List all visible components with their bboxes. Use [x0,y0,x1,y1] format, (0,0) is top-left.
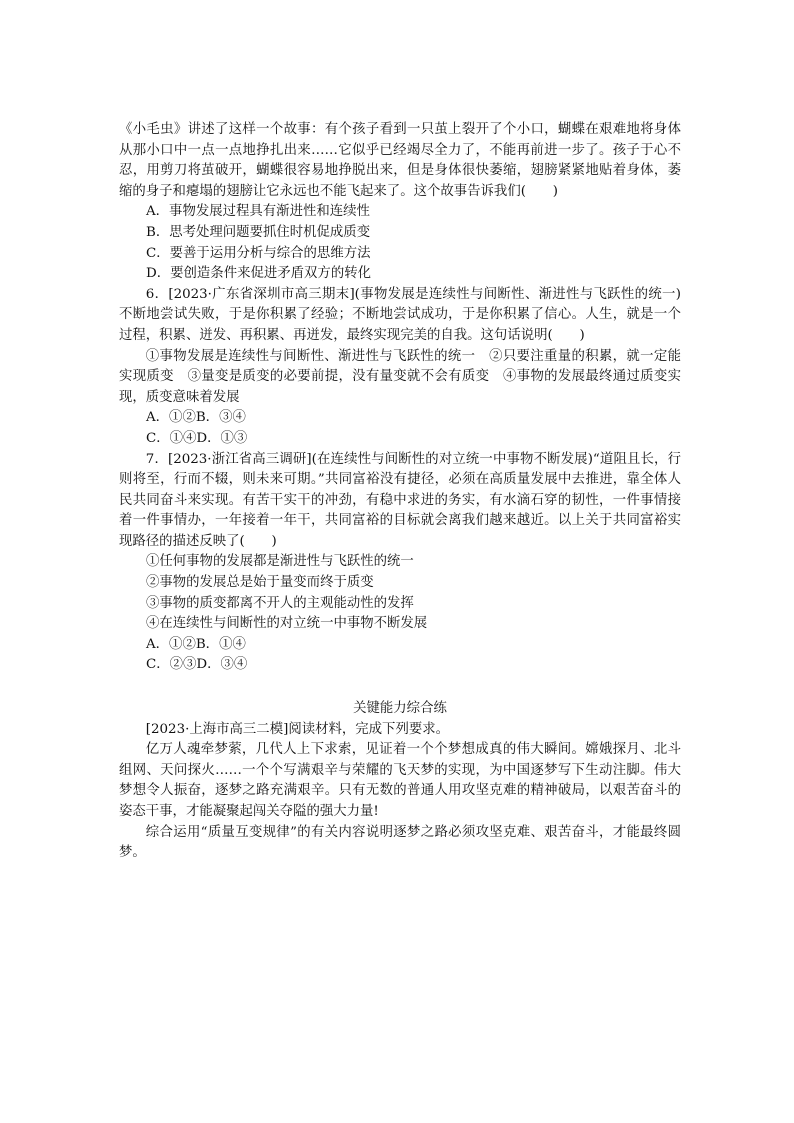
question-6-stem: 6．[2023·广东省深圳市高三期末](事物发展是连续性与间断性、渐进性与飞跃性的统一)不断地尝试失败，于是你积累了经验；不断地尝试成功，于是你积累了信心。人生，就是一个过程，积累、迸发、再积累、再迸发，最终实现完美的自我。这句话说明( ) [119,286,681,343]
section-heading: 关键能力综合练 [353,701,447,717]
question-7-statement-1: ①任何事物的发展都是渐进性与飞跃性的统一 [146,554,414,570]
question-7-statement-3: ③事物的质变都离不开人的主观能动性的发挥 [146,595,414,611]
question-6-options-row-2: C．①④D．①③ [146,430,248,446]
question-7-statement-4: ④在连续性与间断性的对立统一中事物不断发展 [146,616,428,632]
question-7-options-row-2: C．②③D．③④ [146,657,248,673]
section-material: 亿万人魂牵梦萦，几代人上下求索，见证着一个个梦想成真的伟大瞬间。嫦娥探月、北斗组网、天问探火……一个个写满艰辛与荣耀的飞天梦的实现，为中国逐梦写下生动注脚。伟大梦想令人振奋，逐梦之路充满艰辛。只有无数的普通人用攻坚克难的精神破局，以艰苦奋斗的姿态干事，才能凝聚起闯关夺隘的强大力量! [119,742,681,819]
question-5-option-d: D．要创造条件来促进矛盾双方的转化 [146,266,371,282]
question-7-statement-2: ②事物的发展总是始于量变而终于质变 [146,575,374,591]
section-intro: [2023·上海市高三二模]阅读材料，完成下列要求。 [145,721,450,737]
question-7-stem: 7．[2023·浙江省高三调研](在连续性与间断性的对立统一中事物不断发展)“道阻且长，行则将至，行而不辍，则未来可期。”共同富裕没有捷径，必须在高质量发展中去推进，靠全体人民共同奋斗来实现。有苦干实干的冲劲，有稳中求进的务实，有水滴石穿的韧性，一件事情接着一件事情办，一年接着一年干，共同富裕的目标就会离我们越来越近。以上关于共同富裕实现路径的描述反映了( ) [119,451,681,549]
question-5-option-c: C．要善于运用分析与综合的思维方法 [146,245,371,261]
question-6-statements: ①事物发展是连续性与间断性、渐进性与飞跃性的统一 ②只要注重量的积累，就一定能实现质变 ③量变是质变的必要前提，没有量变就不会有质变 ④事物的发展最终通过质变实现，质变意味着发展 [119,348,681,405]
question-5-option-a: A．事物发展过程具有渐进性和连续性 [146,204,370,220]
section-task: 综合运用“质量互变规律”的有关内容说明逐梦之路必须攻坚克难、艰苦奋斗，才能最终圆梦。 [119,824,681,861]
question-7-options-row-1: A．①②B．①④ [146,636,246,652]
question-5-stem: 《小毛虫》讲述了这样一个故事：有个孩子看到一只茧上裂开了个小口，蝴蝶在艰难地将身体从那小口中一点一点地挣扎出来……它似乎已经竭尽全力了，不能再前进一步了。孩子于心不忍，用剪刀将茧破开，蝴蝶很容易地挣脱出来，但是身体很快萎缩，翅膀紧紧地贴着身体，萎缩的身子和瘪塌的翅膀让它永远也不能飞起来了。这个故事告诉我们( ) [119,122,681,199]
document-page [119,120,681,864]
question-5-option-b: B．思考处理问题要抓住时机促成质变 [146,224,371,240]
question-6-options-row-1: A．①②B．③④ [146,410,246,426]
